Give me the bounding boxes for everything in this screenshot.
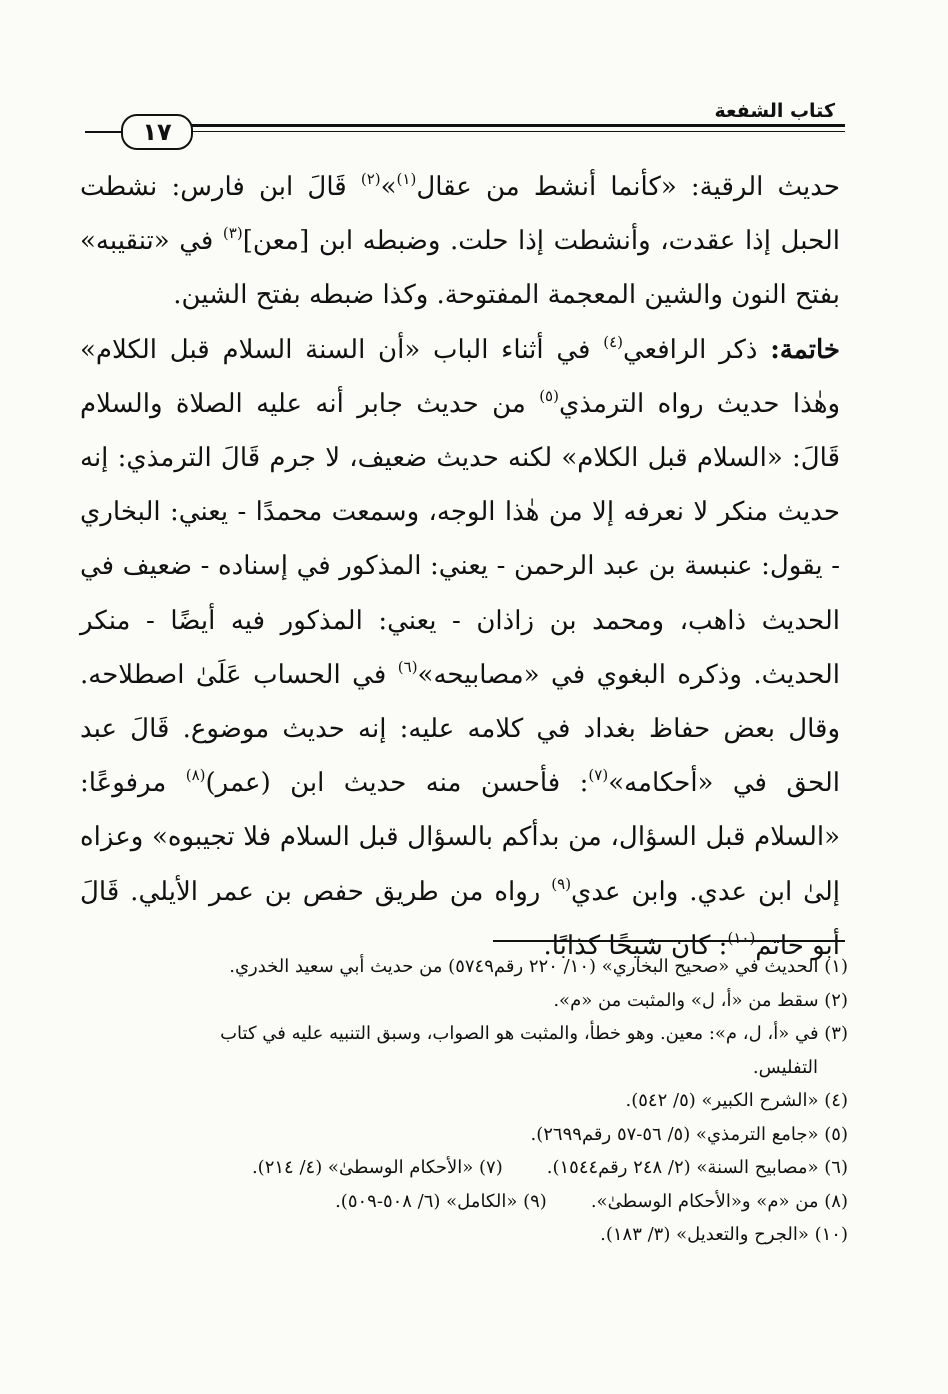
footnote-ref: (٩) (551, 874, 572, 893)
conclusion-heading: خاتمة: (770, 334, 840, 365)
footnote-5: (٥) «جامع الترمذي» (٥/ ٥٦-٥٧ رقم٢٦٩٩). (530, 1123, 848, 1145)
footnote-ref: (٤) (603, 332, 624, 351)
footnote-ref: (٦) (397, 657, 418, 676)
footnote-6: (٦) «مصابيح السنة» (٢/ ٢٤٨ رقم١٥٤٤). (546, 1157, 848, 1178)
text-run: : فأحسن منه حديث ابن (عمر) (205, 768, 589, 799)
footnote-ref: (٣) (222, 224, 243, 243)
footnote-row-6-7 (98, 1151, 848, 1185)
header-rule-thin (185, 131, 845, 132)
footnote-7: (٧) «الأحكام الوسطىٰ» (٤/ ٢١٤). (251, 1157, 503, 1178)
text-run: حديث الرقية: «كأنما أنشط من عقال (416, 172, 841, 202)
footnote-ref: (١٠) (727, 928, 756, 947)
page-number: ١٧ (121, 114, 193, 150)
text-run: في «تنقيبه» بفتح النون والشين المعجمة المفتوحة. وكذا ضبطه بفتح الشين. (80, 226, 840, 311)
footnote-2: (٢) سقط من «أ، ل» والمثبت من «م». (553, 989, 848, 1011)
footnote-ref: (١) (396, 170, 417, 188)
footnote-row-8-9 (98, 1185, 848, 1219)
book-title: كتاب الشفعة (714, 100, 835, 122)
page-header (85, 100, 845, 160)
paragraph-2 (80, 323, 840, 973)
footnote-ref: (٧) (588, 766, 609, 785)
footnote-1: (١) الحديث في «صحيح البخاري» (١٠/ ٢٢٠ رقم٥٧٤٩) من حديث أبي سعيد الخدري. (229, 956, 848, 977)
text-run: : كان شيخًا كذابًا. (543, 930, 728, 961)
footnote-3-continued: التفليس. (752, 1056, 818, 1078)
text-run: في الحساب عَلَىٰ اصطلاحه. وقال بعض حفاظ بغداد في كلامه عليه: إنه حديث موضوع. قَالَ عبد الحق في «أحكامه» (80, 659, 841, 799)
main-text (80, 160, 840, 973)
text-run: مرفوعًا: «السلام قبل السؤال، من بدأكم بالسؤال قبل السلام فلا تجيبوه» وعزاه إلىٰ ابن عدي. وابن عدي (80, 768, 840, 907)
footnote-ref: (٥) (539, 386, 559, 405)
footnote-separator (493, 940, 845, 942)
footnote-9: (٩) «الكامل» (٦/ ٥٠٨-٥٠٩). (335, 1190, 547, 1212)
text-run: في أثناء الباب «أن السنة السلام قبل الكلام» وهٰذا حديث رواه الترمذي (80, 334, 840, 419)
footnotes (98, 950, 848, 1252)
header-rule-thick (185, 124, 845, 127)
footnote-4: (٤) «الشرح الكبير» (٥/ ٥٤٢). (625, 1090, 848, 1111)
footnote-ref: (٨) (185, 766, 206, 785)
footnote-10: (١٠) «الجرح والتعديل» (٣/ ١٨٣). (600, 1224, 848, 1245)
paragraph-1 (80, 160, 840, 323)
text-run: من حديث جابر أنه عليه الصلاة والسلام قَالَ: «السلام قبل الكلام» لكنه حديث ضعيف، لا جرم قَالَ الترمذي: إنه حديث منكر لا نعرفه إلا من هٰذا الوجه، وسمعت محمدًا - يعني: البخاري - يقول: عنبسة بن عبد الرحمن - يعني: المذكور في إسناده - ضعيف في الحديث ذاهب، ومحمد بن زاذان - يعني: المذكور فيه أيضًا - منكر الحديث. وذكره البغوي في «مصابيحه» (80, 388, 841, 690)
header-rule-left (85, 131, 125, 133)
text-run: » (380, 172, 397, 202)
text-run: رواه من طريق حفص بن عمر الأيلي. قَالَ أبو حاتم (80, 876, 840, 961)
footnote-ref: (٢) (360, 170, 381, 188)
text-run: ذكر الرافعي (623, 334, 771, 365)
text-run: قَالَ ابن فارس: نشطت الحبل إذا عقدت، وأنشطت إذا حلت. وضبطه ابن [معن] (80, 172, 841, 257)
footnote-3: (٣) في «أ، ل، م»: معين. وهو خطأ، والمثبت هو الصواب، وسبق التنبيه عليه في كتاب (220, 1023, 848, 1044)
footnote-8: (٨) من «م» و«الأحكام الوسطىٰ». (590, 1190, 848, 1212)
